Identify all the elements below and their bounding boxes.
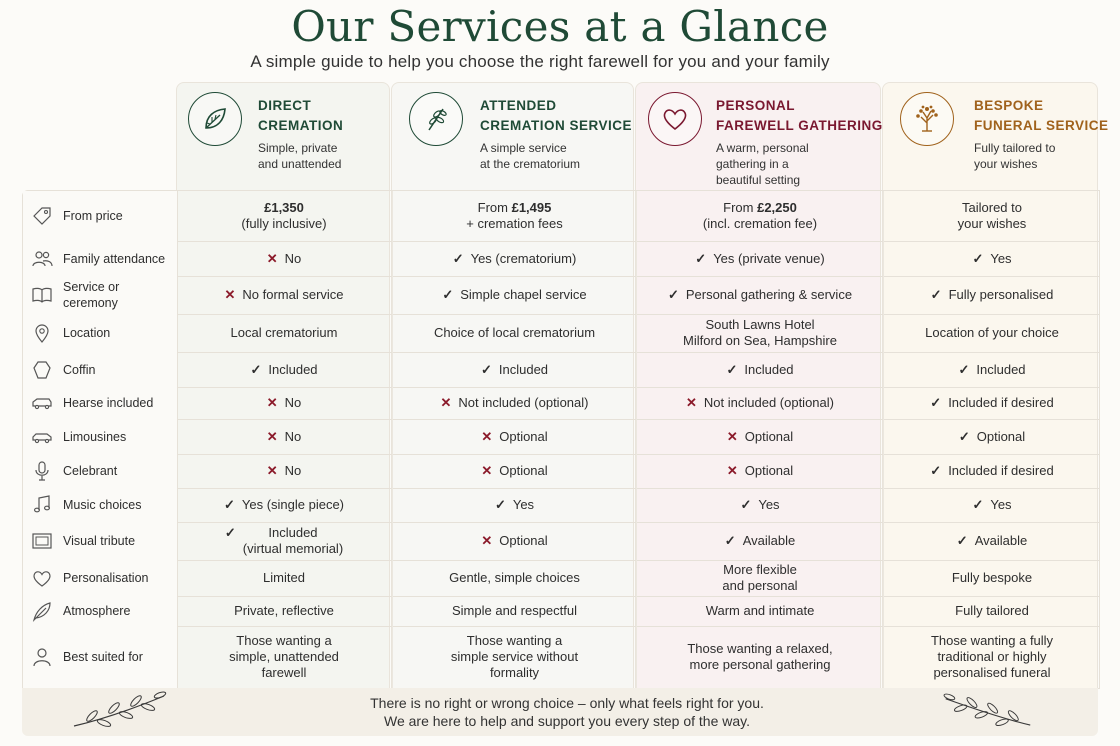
- row-header: [23, 191, 178, 241]
- table-cell: [392, 352, 636, 387]
- table-cell: [883, 522, 1100, 560]
- cell-text: Simple and respectful: [451, 603, 577, 618]
- heart-icon: [648, 92, 702, 146]
- cell-text: Those wanting a simple service without formality: [450, 633, 579, 680]
- table-cell: [392, 488, 636, 522]
- cell-text: Warm and intimate: [705, 603, 815, 618]
- row-header: [23, 419, 178, 454]
- check-icon: ✓: [930, 463, 942, 478]
- table-cell: [177, 454, 391, 488]
- check-icon: ✓: [726, 361, 738, 377]
- service-title-line1: PERSONAL: [716, 98, 796, 113]
- table-cell: [392, 387, 636, 419]
- row-label: Family attendance: [63, 251, 166, 266]
- row-label: Service or ceremony: [63, 280, 120, 310]
- cross-icon: ✕: [266, 395, 278, 410]
- location-pin-icon: [31, 322, 53, 344]
- heart-outline-icon: [31, 567, 53, 589]
- row-label: From price: [63, 209, 123, 223]
- cell-text: Fully personalised: [948, 287, 1054, 302]
- table-cell: [883, 276, 1100, 314]
- row-header: [23, 522, 178, 560]
- table-cell: [636, 191, 883, 241]
- table-cell: [636, 488, 883, 522]
- cross-icon: ✕: [266, 428, 278, 444]
- table-row: [23, 454, 1099, 489]
- price-value: £2,250: [757, 200, 797, 215]
- price-value: £1,350: [264, 200, 304, 215]
- cell-text: Included: [498, 361, 549, 377]
- service-title-line1: ATTENDED: [480, 98, 557, 113]
- table-cell: [636, 419, 883, 454]
- cell-text: Included: [744, 361, 794, 377]
- cell-text: Optional: [499, 428, 548, 444]
- row-header: [23, 314, 178, 352]
- price-note: + cremation fees: [466, 216, 563, 231]
- table-cell: [883, 352, 1100, 387]
- check-icon: ✓: [972, 250, 984, 266]
- service-title-line2: CREMATION: [258, 118, 344, 133]
- table-cell: [636, 314, 883, 352]
- table-cell: [883, 191, 1100, 241]
- table-cell: [392, 560, 636, 596]
- row-header: [23, 454, 178, 488]
- price-prefix: From: [723, 200, 758, 215]
- price-note: (fully inclusive): [241, 216, 327, 231]
- cell-text: South Lawns Hotel Milford on Sea, Hampshire: [683, 317, 837, 348]
- sprig-icon: [409, 92, 463, 146]
- feather-icon: [31, 600, 53, 622]
- table-cell: [636, 352, 883, 387]
- table-cell: [883, 387, 1100, 419]
- music-note-icon: [31, 494, 53, 516]
- table-cell: [392, 276, 636, 314]
- table-cell: [883, 560, 1100, 596]
- table-cell: [177, 560, 391, 596]
- leaf-icon: [188, 92, 242, 146]
- check-icon: ✓: [667, 287, 679, 302]
- price-value: £1,495: [511, 200, 552, 215]
- hearse-icon: [31, 392, 53, 414]
- table-cell: [392, 191, 636, 241]
- table-row: [23, 276, 1099, 315]
- check-icon: ✓: [740, 497, 752, 512]
- table-cell: [883, 454, 1100, 488]
- cell-text: Available: [742, 533, 796, 548]
- check-icon: ✓: [223, 497, 235, 512]
- cell-text: Not included (optional): [703, 395, 834, 410]
- check-icon: ✓: [494, 497, 506, 512]
- table-cell: [883, 419, 1100, 454]
- row-label: Best suited for: [63, 650, 143, 664]
- service-description: A simple service at the crematorium: [480, 141, 581, 171]
- page-subtitle: A simple guide to help you choose the right farewell for you and your family: [250, 52, 830, 71]
- cell-text: Optional: [744, 463, 794, 478]
- cell-text: Optional: [744, 428, 794, 444]
- table-row: [23, 560, 1099, 597]
- table-cell: [883, 488, 1100, 522]
- service-description: Fully tailored to your wishes: [974, 141, 1056, 171]
- table-row: [23, 626, 1099, 688]
- cell-text: Included: [976, 361, 1026, 377]
- row-label: Music choices: [63, 498, 142, 512]
- check-icon: ✓: [930, 395, 942, 410]
- service-title-line2: FUNERAL SERVICE: [974, 118, 1109, 133]
- table-cell: [177, 596, 391, 626]
- table-row: [23, 314, 1099, 353]
- cell-text: Personal gathering & service: [685, 287, 853, 302]
- check-icon: ✓: [956, 533, 968, 548]
- row-label: Visual tribute: [63, 534, 136, 548]
- table-cell: [636, 626, 883, 688]
- table-cell: [177, 314, 391, 352]
- row-label: Limousines: [63, 429, 127, 444]
- table-cell: [636, 560, 883, 596]
- table-cell: [636, 522, 883, 560]
- cell-text: Available: [974, 533, 1028, 548]
- row-header: [23, 488, 178, 522]
- table-cell: [392, 522, 636, 560]
- check-icon: ✓: [442, 287, 454, 302]
- cell-text: Included (virtual memorial): [242, 525, 344, 556]
- coffin-icon: [31, 359, 53, 381]
- cell-text: Limited: [263, 570, 305, 585]
- people-icon: [31, 248, 53, 270]
- service-title-line2: FAREWELL GATHERING: [716, 118, 883, 133]
- table-row: [23, 352, 1099, 388]
- table-cell: [883, 626, 1100, 688]
- cell-text: No: [284, 428, 302, 444]
- check-icon: ✓: [724, 533, 736, 548]
- cell-text: No: [284, 250, 302, 266]
- row-label: Personalisation: [63, 571, 149, 585]
- cell-text: Included if desired: [948, 463, 1054, 478]
- cell-text: No: [284, 463, 302, 478]
- cell-text: Gentle, simple choices: [449, 570, 580, 585]
- comparison-table: [22, 190, 1100, 689]
- table-cell: [636, 596, 883, 626]
- cell-text: Choice of local crematorium: [433, 325, 596, 340]
- cell-text: Optional: [499, 463, 548, 478]
- cell-text: Yes (private venue): [713, 250, 825, 266]
- table-cell: [177, 241, 391, 276]
- cell-text: Yes: [512, 497, 535, 512]
- cell-text: No formal service: [242, 287, 344, 302]
- cell-text: Simple chapel service: [460, 287, 587, 302]
- table-cell: [883, 596, 1100, 626]
- table-row: [23, 596, 1099, 627]
- price-tag-icon: [31, 205, 53, 227]
- row-label: Atmosphere: [63, 604, 131, 618]
- cross-icon: ✕: [481, 463, 493, 478]
- table-row: [23, 241, 1099, 277]
- cross-icon: ✕: [266, 250, 278, 266]
- cell-text: Yes: [758, 497, 780, 512]
- cell-text: Those wanting a simple, unattended farewell: [229, 633, 339, 680]
- table-cell: [392, 596, 636, 626]
- table-row: [23, 191, 1099, 242]
- row-header: [23, 596, 178, 626]
- table-cell: [177, 626, 391, 688]
- table-cell: [177, 419, 391, 454]
- service-title-line1: DIRECT: [258, 98, 312, 113]
- cell-text: Optional: [976, 428, 1026, 444]
- table-cell: [392, 626, 636, 688]
- table-cell: [392, 314, 636, 352]
- table-cell: [636, 276, 883, 314]
- check-icon: ✓: [695, 250, 707, 266]
- check-icon: ✓: [958, 361, 970, 377]
- check-icon: ✓: [958, 428, 970, 444]
- service-description: Simple, private and unattended: [258, 141, 342, 171]
- cell-text: Included: [268, 361, 318, 377]
- table-row: [23, 522, 1099, 561]
- table-cell: [392, 419, 636, 454]
- service-title-line2: CREMATION SERVICE: [480, 118, 633, 133]
- row-label: Coffin: [63, 362, 96, 377]
- row-header: [23, 626, 178, 688]
- table-cell: [177, 488, 391, 522]
- cross-icon: ✕: [481, 428, 493, 444]
- table-cell: [177, 522, 391, 560]
- row-label: Location: [63, 326, 111, 340]
- car-icon: [31, 426, 53, 448]
- cell-text: Not included (optional): [458, 395, 589, 410]
- check-icon: ✓: [480, 361, 492, 377]
- cell-text: Yes (single piece): [241, 497, 345, 512]
- check-icon: ✓: [250, 361, 262, 377]
- check-icon: ✓: [452, 250, 464, 266]
- table-row: [23, 387, 1099, 420]
- price-note: (incl. cremation fee): [702, 216, 818, 231]
- table-cell: [883, 241, 1100, 276]
- row-header: [23, 387, 178, 419]
- cell-text: Local crematorium: [230, 325, 338, 340]
- table-cell: [636, 241, 883, 276]
- price-prefix: From: [477, 200, 512, 215]
- microphone-icon: [31, 460, 53, 482]
- check-icon: ✓: [224, 525, 236, 540]
- check-icon: ✓: [930, 287, 942, 302]
- footer-banner: [22, 688, 1098, 736]
- cell-text: Private, reflective: [234, 603, 334, 618]
- service-title-line1: BESPOKE: [974, 98, 1044, 113]
- cell-text: Optional: [499, 533, 548, 548]
- cell-text: Included if desired: [948, 395, 1054, 410]
- cell-text: Yes: [990, 250, 1012, 266]
- cell-text: Those wanting a relaxed, more personal gathering: [687, 641, 833, 672]
- table-cell: [636, 387, 883, 419]
- cell-text: Location of your choice: [925, 325, 1059, 340]
- table-cell: [177, 352, 391, 387]
- table-cell: [636, 454, 883, 488]
- person-icon: [31, 646, 53, 668]
- table-row: [23, 419, 1099, 455]
- cell-text: Fully bespoke: [951, 570, 1033, 585]
- table-cell: [177, 191, 391, 241]
- page-title: Our Services at a Glance: [291, 2, 829, 51]
- service-description: A warm, personal gathering in a beautiful setting: [716, 141, 809, 187]
- row-header: [23, 241, 178, 276]
- cell-text: Yes (crematorium): [470, 250, 577, 266]
- check-icon: ✓: [972, 497, 984, 512]
- cell-text: More flexible and personal: [722, 562, 798, 593]
- cell-text: No: [284, 395, 302, 410]
- table-cell: [177, 276, 391, 314]
- table-cell: [392, 454, 636, 488]
- row-label: Hearse included: [63, 396, 154, 410]
- cross-icon: ✕: [481, 533, 493, 548]
- cross-icon: ✕: [686, 395, 697, 410]
- row-header: [23, 560, 178, 596]
- cell-text: Tailored to your wishes: [957, 200, 1027, 231]
- table-cell: [177, 387, 391, 419]
- table-cell: [392, 241, 636, 276]
- book-icon: [31, 284, 53, 306]
- row-label: Celebrant: [63, 464, 118, 478]
- table-row: [23, 488, 1099, 523]
- film-frame-icon: [31, 530, 53, 552]
- cross-icon: ✕: [440, 395, 452, 410]
- cross-icon: ✕: [224, 287, 236, 302]
- table-cell: [883, 314, 1100, 352]
- cell-text: Yes: [990, 497, 1012, 512]
- cross-icon: ✕: [726, 428, 738, 444]
- cell-text: Fully tailored: [955, 603, 1029, 618]
- footer-message: There is no right or wrong choice – only what feels right for you. We are here to help and support you every step of the way.: [370, 695, 764, 729]
- cell-text: Those wanting a fully traditional or highly personalised funeral: [930, 633, 1054, 680]
- row-header: [23, 276, 178, 314]
- row-header: [23, 352, 178, 387]
- tree-icon: [900, 92, 954, 146]
- leaf-branch-icon: [940, 690, 1034, 737]
- cross-icon: ✕: [266, 463, 278, 478]
- cross-icon: ✕: [726, 463, 738, 478]
